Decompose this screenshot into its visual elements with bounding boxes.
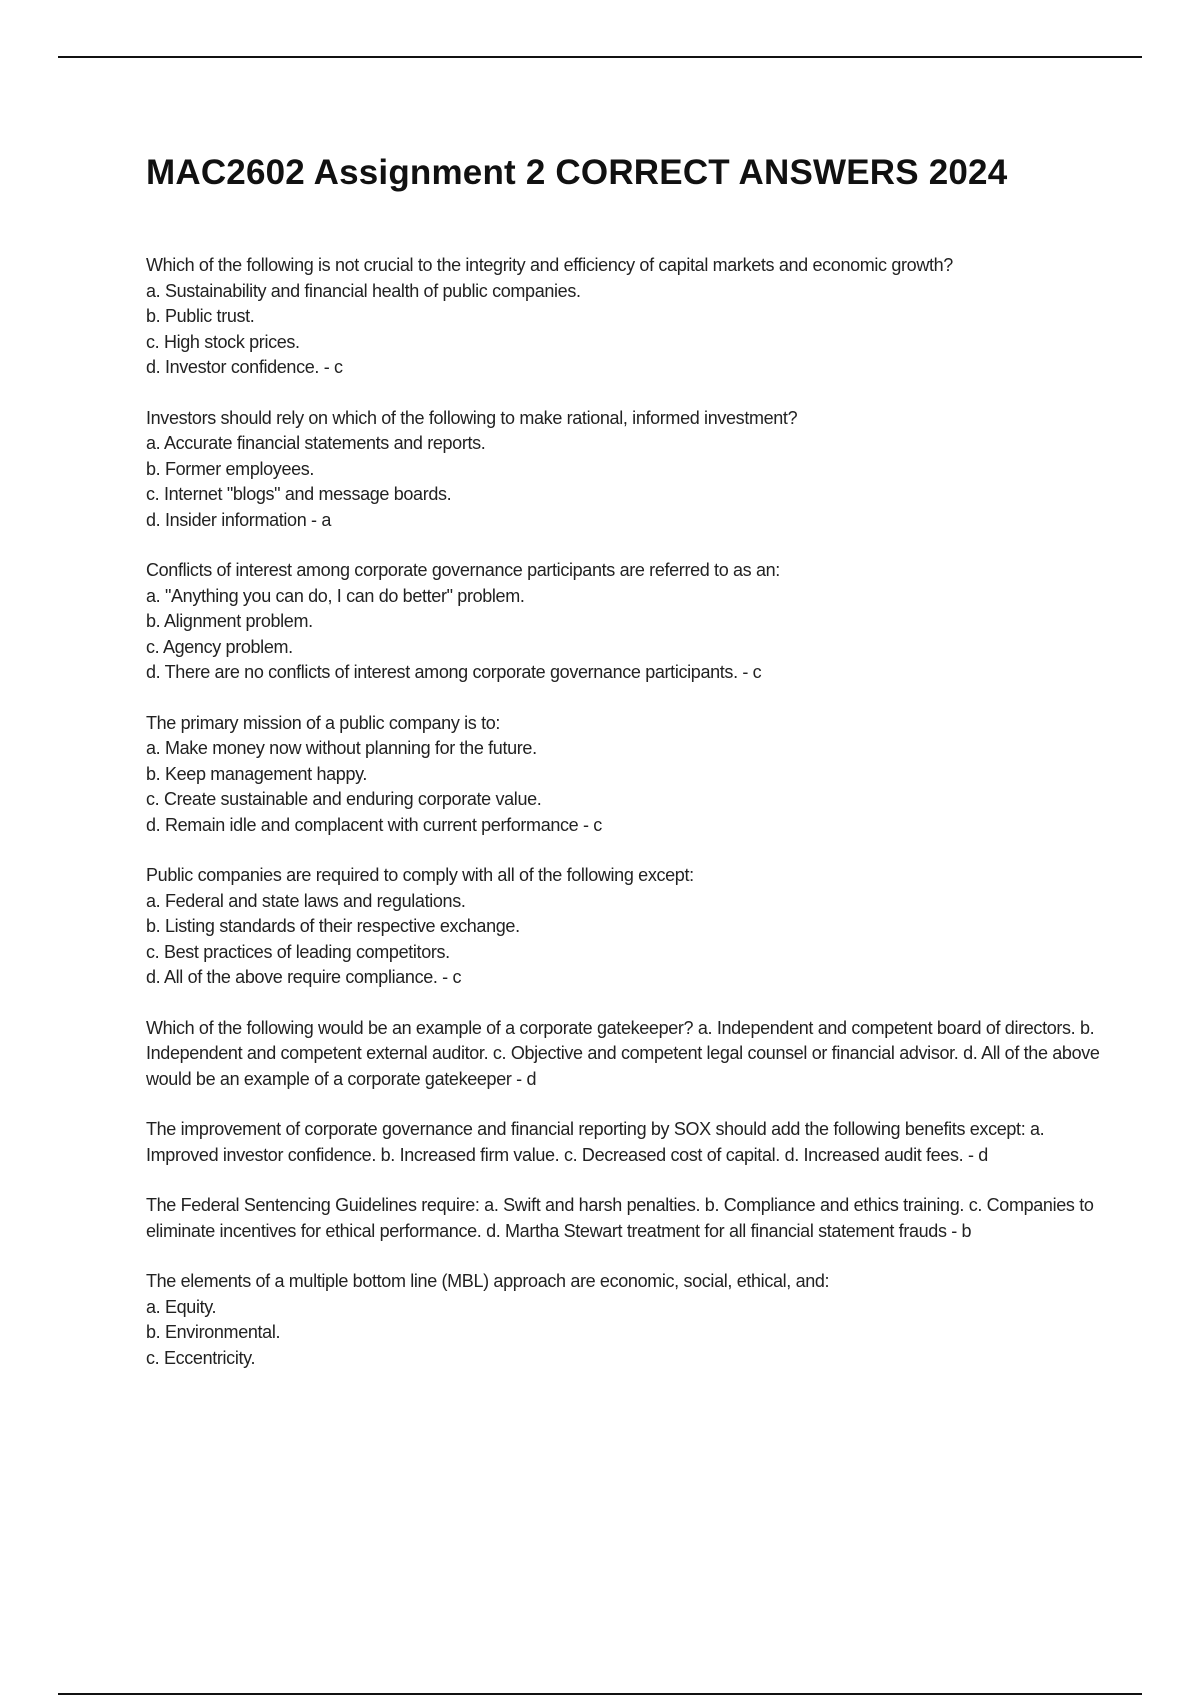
question-4-option-c: c. Create sustainable and enduring corporate value. [146,789,542,809]
question-4 [146,711,1106,839]
question-1-option-a: a. Sustainability and financial health of public companies. [146,280,581,301]
question-2-option-a: a. Accurate financial statements and reports. [146,433,486,453]
question-3-option-d: d. There are no conflicts of interest among corporate governance participants. - c [146,662,762,682]
question-5-option-b: b. Listing standards of their respective exchange. [146,916,520,936]
question-5-option-c: c. Best practices of leading competitors. [146,941,450,962]
question-9-stem: The elements of a multiple bottom line (MBL) approach are economic, social, ethical, and: [146,1271,830,1291]
question-5-stem: Public companies are required to comply with all of the following except: [146,865,694,885]
question-5-option-d: d. All of the above require compliance. - c [146,967,462,987]
question-1-option-d: d. Investor confidence. - c [146,357,343,377]
question-9-option-b: b. Environmental. [146,1322,281,1342]
document-body [146,146,1106,1396]
question-2 [146,406,1106,534]
bottom-rule [58,1693,1142,1695]
question-9-option-c: c. Eccentricity. [146,1347,256,1368]
question-1-option-b: b. Public trust. [146,306,255,326]
question-4-option-a: a. Make money now without planning for the future. [146,738,537,758]
question-2-option-b: b. Former employees. [146,458,315,479]
question-6-text: Which of the following would be an example of a corporate gatekeeper? a. Independent and competent board of directors. b. Independent and competent external auditor. c. Objective and competent legal counsel or financial advisor. d. All of the above would be an example of a corporate gatekeeper - d [146,1017,1100,1089]
question-8 [146,1193,1106,1244]
question-3-option-b: b. Alignment problem. [146,611,313,631]
question-3-option-a: a. "Anything you can do, I can do better" problem. [146,585,525,606]
question-3-option-c: c. Agency problem. [146,636,293,657]
question-6 [146,1016,1106,1093]
question-4-option-b: b. Keep management happy. [146,763,368,784]
question-8-text: The Federal Sentencing Guidelines require: a. Swift and harsh penalties. b. Compliance and ethics training. c. Companies to eliminate incentives for ethical performance. d. Martha Stewart treatment for all financial statement frauds - b [146,1195,1094,1241]
question-4-stem: The primary mission of a public company is to: [146,712,501,733]
question-5 [146,863,1106,991]
question-4-option-d: d. Remain idle and complacent with current performance - c [146,814,602,835]
question-1-option-c: c. High stock prices. [146,331,300,352]
question-3-stem: Conflicts of interest among corporate governance participants are referred to as an: [146,560,780,580]
top-rule [58,56,1142,58]
question-5-option-a: a. Federal and state laws and regulations. [146,890,466,911]
document-title: MAC2602 Assignment 2 CORRECT ANSWERS 2024 [146,153,1008,192]
question-2-option-d: d. Insider information - a [146,509,331,530]
question-9-option-a: a. Equity. [146,1296,217,1317]
question-2-stem: Investors should rely on which of the following to make rational, informed investment? [146,407,798,428]
question-9 [146,1269,1106,1371]
question-7 [146,1117,1106,1168]
question-3 [146,558,1106,686]
question-7-text: The improvement of corporate governance and financial reporting by SOX should add the following benefits except: a. Improved investor confidence. b. Increased firm value. c. Decreased cost of capital. d. Increased audit fees. - d [146,1119,1045,1165]
question-1 [146,253,1106,381]
question-2-option-c: c. Internet "blogs" and message boards. [146,484,452,504]
question-1-stem: Which of the following is not crucial to the integrity and efficiency of capital markets and economic growth? [146,255,953,275]
